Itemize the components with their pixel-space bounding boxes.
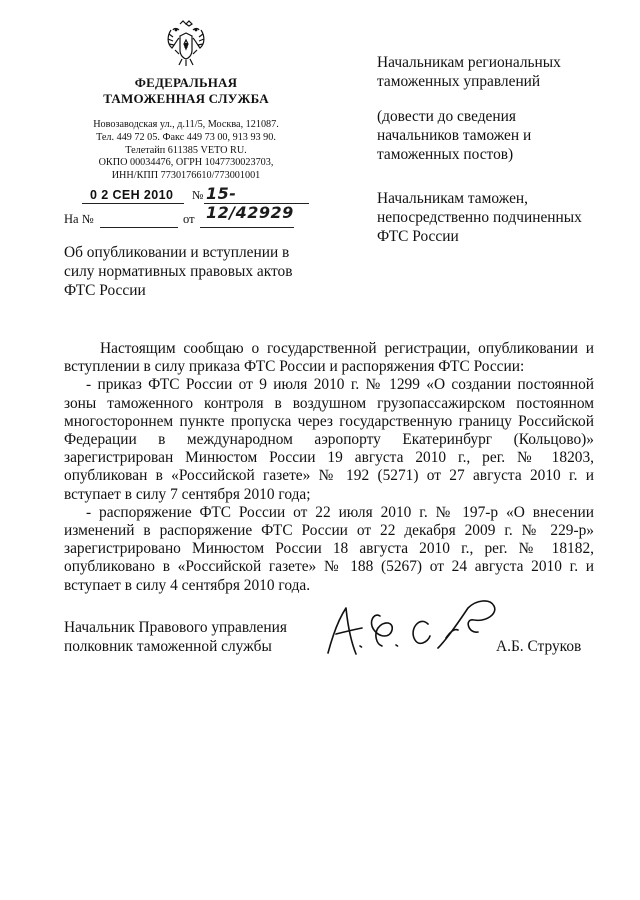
phone-line: Тел. 449 72 05. Факс 449 73 00, 913 93 90. bbox=[96, 131, 276, 143]
reference-date-label: от bbox=[183, 212, 195, 226]
addressee-note: (довести до сведения начальников таможен и таможенных постов) bbox=[377, 108, 532, 163]
addressee-regional: Начальникам региональных таможенных управлений bbox=[377, 54, 561, 90]
body-item-directive: - распоряжение ФТС России от 22 июля 2010 г. № 197-р «О внесении изменений в распоряжение ФТС России от 22 декабря 2009 г. № 229-р» зарегистрировано Минюстом России 18 августа 2010 г., рег. № 18182, опубликовано в «Российской газете» № 188 (5267) от 24 августа 2010 г. и вступает в силу 4 сентября 2010 года. bbox=[64, 503, 594, 594]
sender-organization-name bbox=[70, 75, 302, 107]
addressee-customs: Начальникам таможен, непосредственно подчиненных ФТС России bbox=[377, 190, 582, 245]
coat-of-arms-icon bbox=[163, 18, 209, 68]
date-stamp: 0 2 СЕН 2010 bbox=[90, 188, 174, 202]
reference-line bbox=[64, 212, 314, 230]
address-line: Новозаводская ул., д.11/5, Москва, 121087. bbox=[93, 119, 279, 130]
number-label: № bbox=[192, 188, 204, 202]
inn-line: ИНН/КПП 7730176610/773001001 bbox=[111, 170, 261, 182]
sender-contact-info bbox=[64, 119, 308, 183]
signatory-title: Начальник Правового управления полковник таможенной службы bbox=[64, 619, 287, 655]
org-name-line: ТАМОЖЕННАЯ СЛУЖБА bbox=[103, 91, 269, 106]
teletype-line: Телетайп 611385 VETO RU. bbox=[125, 144, 247, 156]
org-name-line: ФЕДЕРАЛЬНАЯ bbox=[134, 75, 238, 90]
body-item-order: - приказ ФТС России от 9 июля 2010 г. № 1299 «О создании постоянной зоны таможенного контроля в воздушном грузопассажирском постоянном многостороннем пункте пропуска через государственную границу Российской Федерации в международном аэропорту Екатеринбург (Кольцово)» зарегистрирован Минюстом России 19 августа 2010 г., рег. № 18203, опубликован в «Российской газете» № 192 (5271) от 27 августа 2010 г. и вступает в силу 7 сентября 2010 года; bbox=[64, 376, 594, 503]
handwritten-signature bbox=[318, 598, 508, 668]
letter-body bbox=[64, 340, 594, 595]
okpo-line: ОКПО 00034476, ОГРН 1047730023703, bbox=[98, 157, 274, 169]
letter-subject: Об опубликовании и вступлении в силу нормативных правовых актов ФТС России bbox=[64, 244, 293, 299]
signatory-name: А.Б. Струков bbox=[496, 638, 582, 655]
body-intro: Настоящим сообщаю о государственной регистрации, опубликовании и вступлении в силу приказа ФТС России и распоряжения ФТС России: bbox=[64, 340, 594, 376]
outgoing-number: 15-12/42929 bbox=[206, 184, 294, 222]
reference-number-label: На № bbox=[64, 212, 94, 226]
